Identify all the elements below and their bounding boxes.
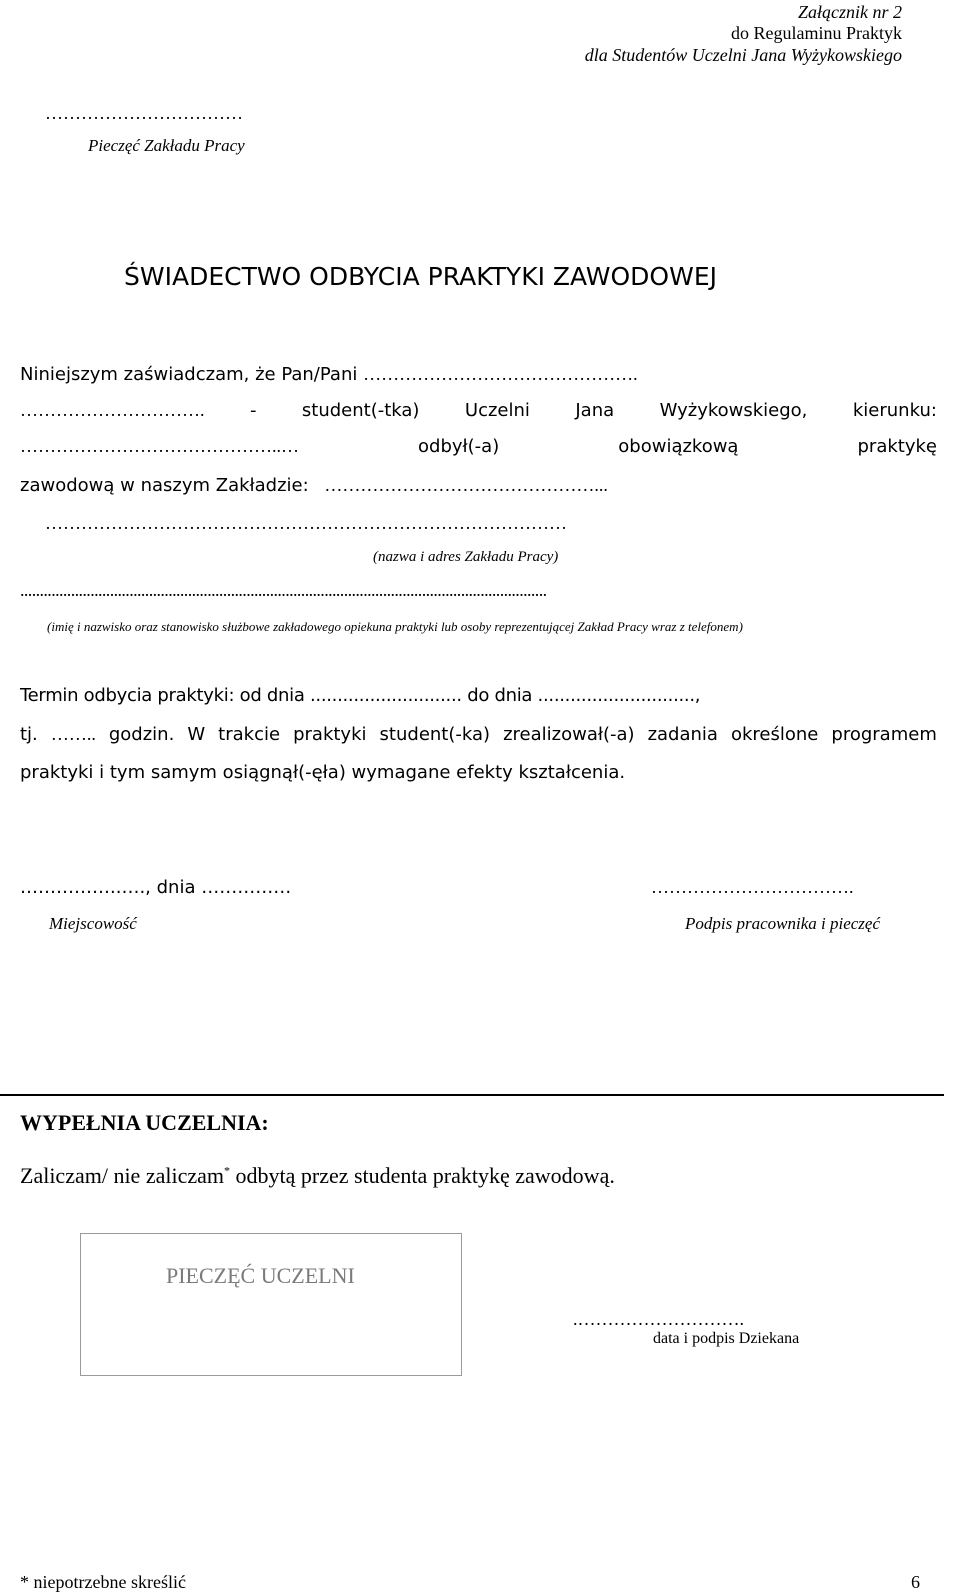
body-last-line: praktyki i tym samym osiągnął(-ęła) wymagane efekty kształcenia. bbox=[20, 762, 626, 783]
line2-word: kierunku: bbox=[852, 400, 937, 421]
attachment-number: Załącznik nr 2 bbox=[797, 2, 902, 22]
student-dots: …………………………. bbox=[20, 400, 205, 420]
line2-word: student(-tka) bbox=[301, 400, 420, 421]
line2-word: Wyżykowskiego, bbox=[659, 400, 808, 421]
hours-line bbox=[20, 724, 937, 745]
footnote-marker: * bbox=[223, 1163, 230, 1178]
line3-word: praktykę bbox=[857, 436, 937, 457]
document-title: ŚWIADECTWO ODBYCIA PRAKTYKI ZAWODOWEJ bbox=[124, 262, 717, 291]
university-stamp-box bbox=[80, 1233, 462, 1376]
hours-dots: …….. bbox=[50, 724, 96, 744]
page-number: 6 bbox=[911, 1572, 920, 1592]
place-date-line: ……………..…., dnia …………… bbox=[20, 877, 292, 898]
supervisor-caption: (imię i nazwisko oraz stanowisko służbowe zakładowego opiekuna praktyki lub osoby reprezentującej Zakład Pracy wraz z telefonem) bbox=[47, 619, 743, 634]
workplace-dots: ………………………………………... bbox=[324, 475, 608, 495]
employer-stamp-dots: …………………………… bbox=[45, 103, 243, 123]
hours-word: trakcie bbox=[218, 724, 281, 745]
body-line-2 bbox=[20, 400, 937, 421]
university-heading: WYPEŁNIA UCZELNIA: bbox=[20, 1110, 269, 1135]
university-reference: dla Studentów Uczelni Jana Wyżykowskiego bbox=[584, 45, 902, 65]
signature-label: Podpis pracownika i pieczęć bbox=[685, 914, 880, 933]
hours-word: zrealizował(-a) bbox=[503, 724, 635, 745]
hours-word: tj. bbox=[20, 724, 38, 745]
hours-word: zadania bbox=[647, 724, 718, 745]
statement-main: Zaliczam/ nie zaliczam bbox=[20, 1163, 224, 1188]
employer-stamp-label: Pieczęć Zakładu Pracy bbox=[88, 136, 245, 155]
section-divider bbox=[0, 1094, 944, 1096]
signature-dots: ……………………………. bbox=[651, 877, 854, 897]
hours-word: programem bbox=[831, 724, 937, 745]
company-dots: …………………………………………………………………………… bbox=[45, 513, 567, 533]
line3-word: obowiązkową bbox=[618, 436, 739, 457]
footnote-text: * niepotrzebne skreślić bbox=[20, 1572, 186, 1592]
hours-word: student(-ka) bbox=[379, 724, 491, 745]
body-line-4 bbox=[20, 475, 608, 496]
term-line: Termin odbycia praktyki: od dnia ............................ do dnia ............................., bbox=[20, 685, 701, 706]
place-label: Miejscowość bbox=[49, 914, 137, 933]
body-line-3 bbox=[20, 436, 937, 457]
regulation-reference: do Regulaminu Praktyk bbox=[731, 23, 902, 43]
student-name-dots: ………………………………………. bbox=[363, 364, 638, 384]
hours-word: praktyki bbox=[293, 724, 367, 745]
company-caption: (nazwa i adres Zakładu Pracy) bbox=[373, 549, 559, 565]
hours-word: godzin. bbox=[108, 724, 175, 745]
line2-word: Uczelni bbox=[464, 400, 530, 421]
certify-text: Niniejszym zaświadczam, że Pan/Pani bbox=[20, 364, 358, 385]
workplace-text: zawodową w naszym Zakładzie: bbox=[20, 475, 309, 496]
hours-word: określone bbox=[730, 724, 819, 745]
supervisor-dots: ....................................................................................................................................... bbox=[20, 580, 547, 600]
line3-word: odbył(-a) bbox=[418, 436, 500, 457]
body-line-1 bbox=[20, 364, 638, 385]
university-stamp-label: PIECZĘĆ UCZELNI bbox=[166, 1263, 355, 1288]
hours-word: W bbox=[187, 724, 206, 745]
line2-word: - bbox=[249, 400, 257, 421]
field-of-study-dots: ……………………………………..… bbox=[20, 436, 299, 456]
statement-rest: odbytą przez studenta praktykę zawodową. bbox=[229, 1163, 615, 1188]
line2-word: Jana bbox=[575, 400, 615, 421]
dean-dots: .………………………. bbox=[573, 1309, 744, 1329]
dean-label: data i podpis Dziekana bbox=[653, 1330, 800, 1347]
university-statement bbox=[20, 1163, 615, 1189]
